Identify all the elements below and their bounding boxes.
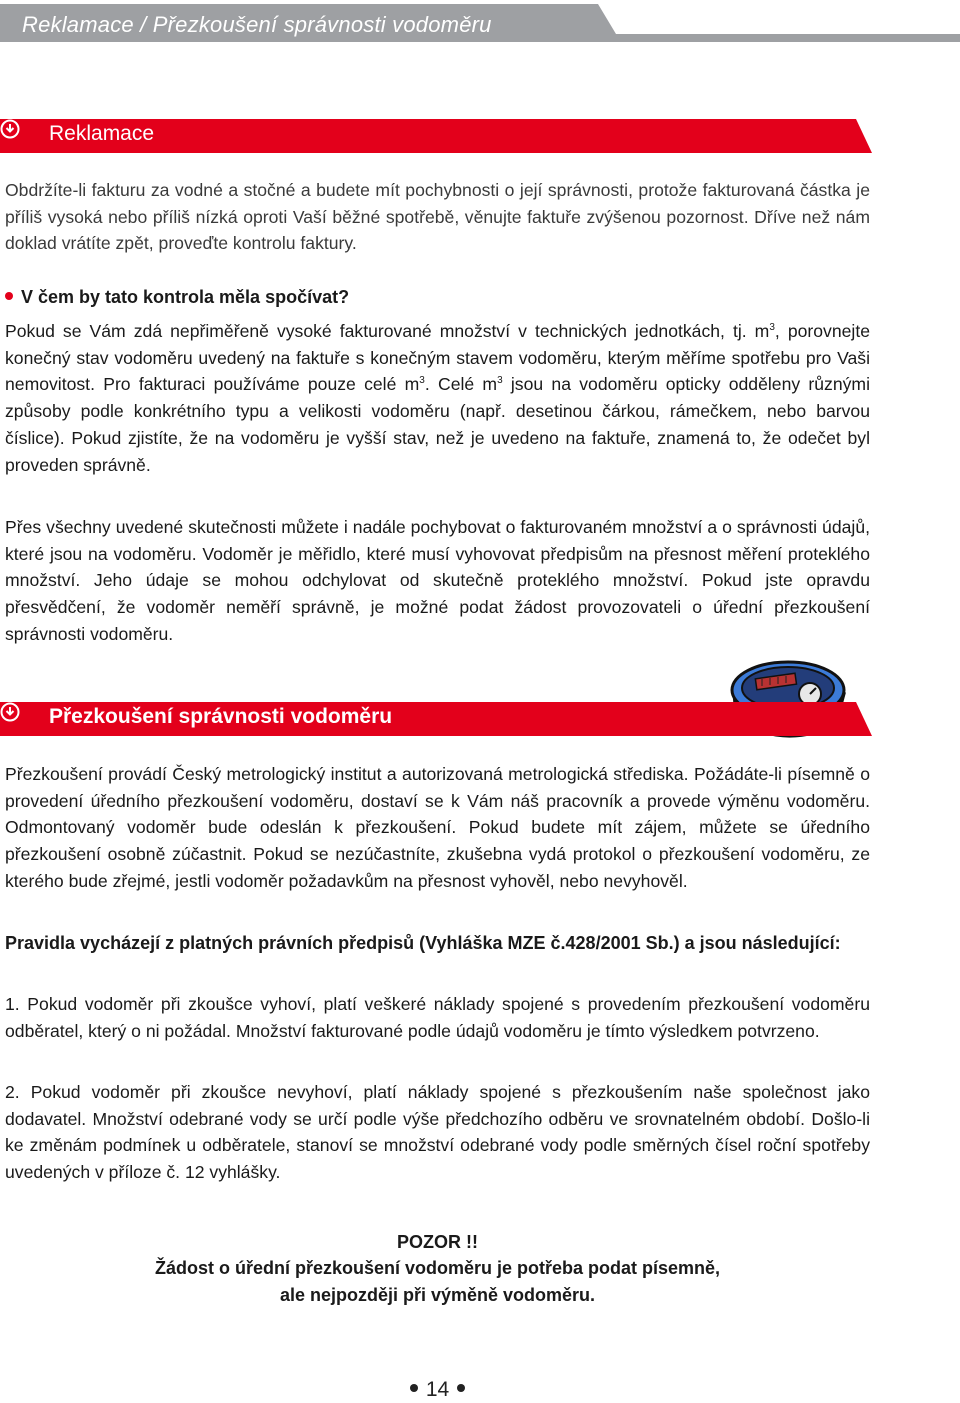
answer-part-a: Pokud se Vám zdá nepřiměřeně vysoké fakturované množství v technických jednotkách, tj. m [5,321,770,341]
superscript: 3 [419,375,425,387]
warning-line-1: Žádost o úřední přezkoušení vodoměru je potřeba podat písemně, [154,1258,721,1278]
header-title: Reklamace / Přezkoušení správnosti vodoměru [22,12,492,37]
prezkouseni-intro: Přezkoušení provádí Český metrologický institut a autorizovaná metrologická střediska. Požádáte-li písemně o provedení úředního přezkoušení vodoměru, dostaví se k Vám náš pracovník a provede výměnu vodoměru. Odmontovaný vodoměr bude odeslán k přezkoušení. Pokud budete mít zájem, můžete se úředního přezkoušení osobně zúčastnit. Pokud se nezúčastníte, zkušebna vydá protokol o přezkoušení vodoměru, ze kterého bude zřejmé, jestli vodoměr požadavkům na přesnost vyhověl, nebo nevyhověl. [5,764,870,891]
section-prezkouseni-header [0,702,960,738]
control-answer [5,318,870,478]
bullet-icon [5,292,13,300]
warning-line-2: ale nejpozději při výměně vodoměru. [279,1285,596,1305]
rule-2: 2. Pokud vodoměr při zkoušce nevyhoví, platí náklady spojené s přezkoušením naše společnost jako dodavatel. Množství odebrané vody se určí podle výše předchozího odběru ve srovnatelném období. Došlo-li ke změnám podmínek u odběratele, stanoví se množství odebrané vody podle směrných čísel roční spotřeby uvedených v příloze č. 12 vyhlášky. [5,1082,870,1183]
doubt-paragraph: Přes všechny uvedené skutečnosti můžete i nadále pochybovat o fakturovaném množství a o správnosti údajů, které jsou na vodoměru. Vodoměr je měřidlo, které musí vyhovovat předpisům na přesnost měření proteklého množství. Jeho údaje se mohou odchylovat od skutečně proteklého množství. Pokud jste opravdu přesvědčení, že vodoměr neměří správně, je možné podat žádost provozovateli o úřední přezkoušení správnosti vodoměru. [5,517,870,644]
answer-part-b: , porovnejte konečný stav vodoměru uvedený na faktuře s konečným stavem vodoměru, kterým měříme spotřebu pro Vaši nemovitost. Pro fakturaci používáme pouze celé m [5,321,870,395]
section-reklamace-header [0,119,960,155]
rule-1: 1. Pokud vodoměr při zkoušce vyhoví, platí veškeré náklady spojené s provedením přezkoušení vodoměru odběratel, který o ni požádal. Množství fakturované podle údajů vodoměru je tímto výsledkem potvrzeno. [5,994,870,1041]
download-circle-icon [0,702,20,722]
section-title-reklamace: Reklamace [49,122,155,145]
section-title-prezkouseni: Přezkoušení správnosti vodoměru [49,705,393,728]
page-header [0,4,960,44]
superscript: 3 [769,322,775,334]
page-number [0,1378,875,1402]
answer-part-c: . Celé m [424,374,498,395]
download-circle-icon [0,119,20,139]
bullet-icon [457,1384,465,1392]
control-question [5,287,349,308]
page-number-value: 14 [425,1378,450,1401]
reklamace-intro: Obdržíte-li fakturu za vodné a stočné a budete mít pochybnosti o její správnosti, protože fakturovaná částka je příliš vysoká nebo příliš nízká oproti Vaší běžné spotřebě, věnujte faktuře zvýšenou pozornost. Dříve než nám doklad vrátíte zpět, proveďte kontrolu faktury. [5,180,870,254]
warning-title: POZOR !! [397,1232,478,1252]
superscript: 3 [497,375,503,387]
control-question-text: V čem by tato kontrola měla spočívat? [21,287,350,307]
answer-part-d: jsou na vodoměru opticky odděleny různými způsoby podle konkrétního typu a velikosti vodoměru (např. desetinou čárkou, rámečkem, nebo barvou číslice). Pokud zjistíte, že na vodoměru je vyšší stav, než je uvedeno na faktuře, znamená to, že odečet byl proveden správně. [5,374,870,475]
bullet-icon [410,1384,418,1392]
rules-heading: Pravidla vycházejí z platných právních předpisů (Vyhláška MZE č.428/2001 Sb.) a jsou následující: [5,933,841,953]
